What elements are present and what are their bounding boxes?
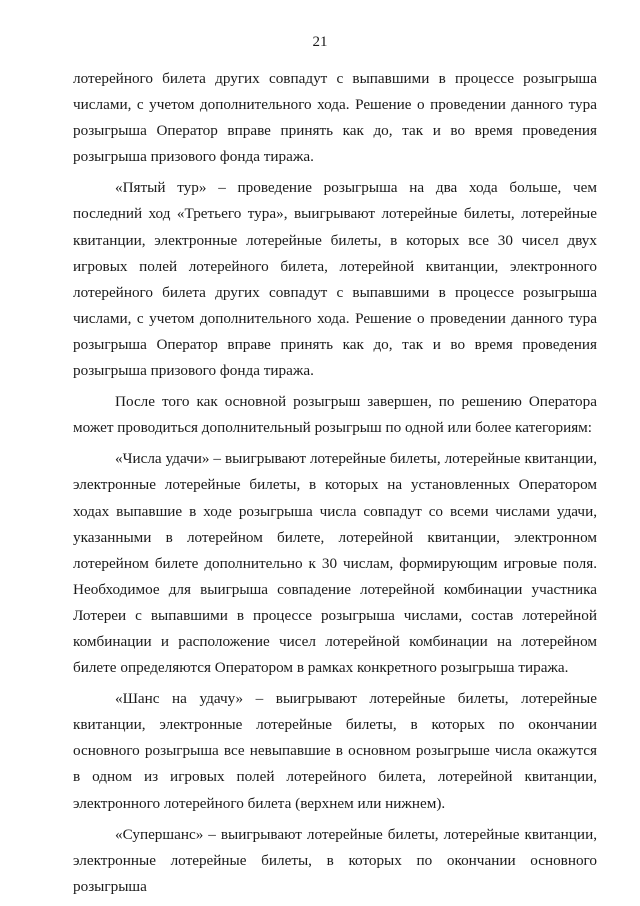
paragraph-lucky-numbers: «Числа удачи» – выигрывают лотерейные билеты, лотерейные квитанции, электронные лотерейные билеты, в которых на установленных Оператором ходах выпавшие в ходе розыгрыша числа совпадут со всеми числами удачи, указанными в лотерейном билете, лотерейной квитанции, электронном лотерейном билете дополнительно к 30 числам, формирующим игровые поля. Необходимое для выигрыша совпадение лотерейной комбинации участника Лотереи с выпавшими в процессе розыгрыша числами, состав лотерейной комбинации и расположение чисел лотерейной комбинации на лотерейном билете определяются Оператором в рамках конкретного розыгрыша тиража.: [73, 450, 597, 677]
document-body: [73, 66, 597, 905]
paragraph-fifth-round: «Пятый тур» – проведение розыгрыша на два хода больше, чем последний ход «Третьего тура», выигрывают лотерейные билеты, лотерейные квитанции, электронные лотерейные билеты, в которых все 30 чисел двух игровых полей лотерейного билета, лотерейной квитанции, электронного лотерейного билета других совпадут с выпавшими в процессе розыгрыша числами, с учетом дополнительного хода. Решение о проведении данного тура розыгрыша Оператор вправе принять как до, так и во время проведения розыгрыша призового фонда тиража.: [73, 179, 597, 380]
paragraph-chance-for-luck: «Шанс на удачу» – выигрывают лотерейные билеты, лотерейные квитанции, электронные лотерейные билеты, в которых по окончании основного розыгрыша все невыпавшие в основном розыгрыше числа окажутся в одном из игровых полей лотерейного билета, лотерейной квитанции, электронного лотерейного билета (верхнем или нижнем).: [73, 690, 597, 812]
page-number: 21: [312, 34, 328, 50]
paragraph-continuation: лотерейного билета других совпадут с выпавшими в процессе розыгрыша числами, с учетом дополнительного хода. Решение о проведении данного тура розыгрыша Оператор вправе принять как до, так и во время проведения розыгрыша призового фонда тиража.: [73, 70, 597, 166]
paragraph-additional-draw: После того как основной розыгрыш завершен, по решению Оператора может проводиться дополнительный розыгрыш по одной или более категориям:: [73, 393, 597, 437]
paragraph-superchance: «Супершанс» – выигрывают лотерейные билеты, лотерейные квитанции, электронные лотерейные билеты, в которых по окончании основного розыгрыша: [73, 825, 597, 895]
